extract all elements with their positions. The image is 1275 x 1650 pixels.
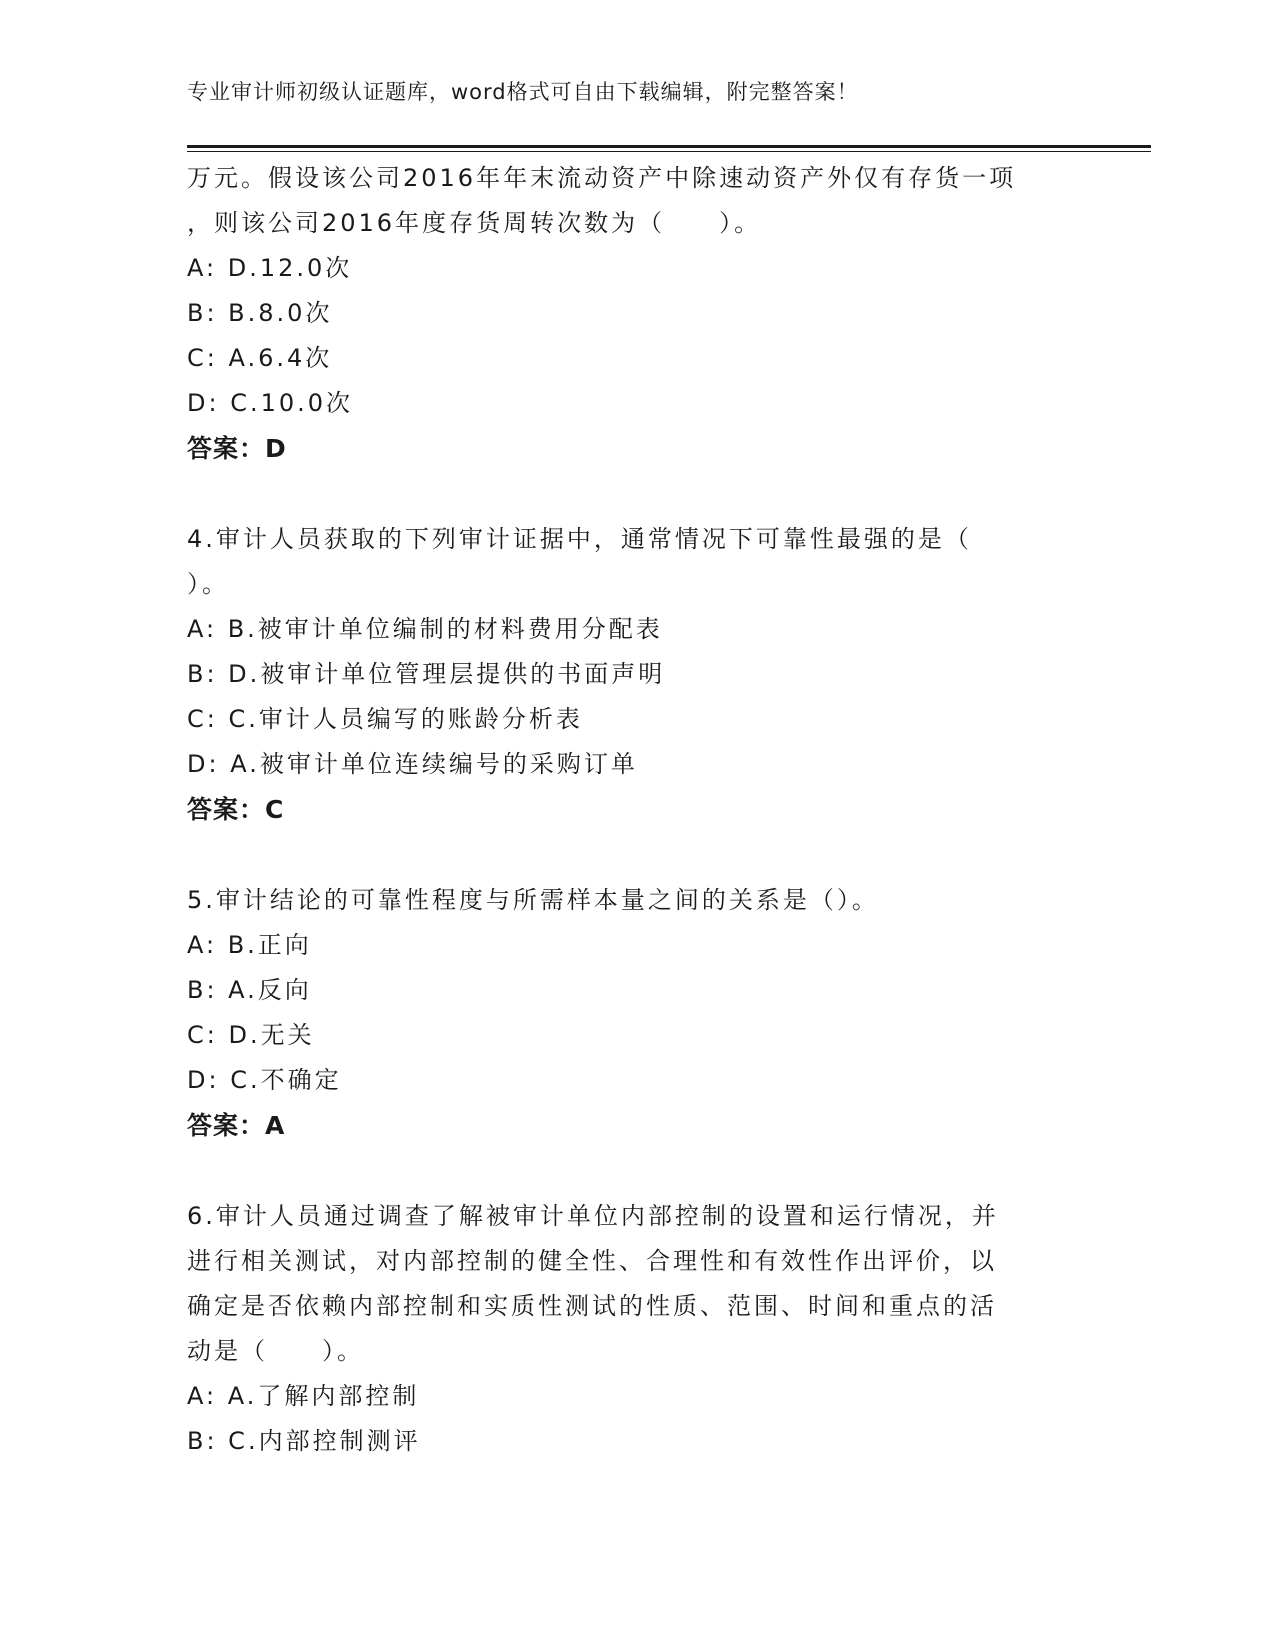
option-a: A: B.正向	[187, 931, 312, 959]
option-c: C: D.无关	[187, 1021, 315, 1049]
question-stem-line: ）。	[187, 570, 229, 598]
question-list	[187, 156, 1087, 1464]
question-3	[187, 156, 1087, 471]
question-stem-line: 5.审计结论的可靠性程度与所需样本量之间的关系是（）。	[187, 886, 879, 914]
question-6	[187, 1194, 1087, 1464]
question-stem-line: 4.审计人员获取的下列审计证据中，通常情况下可靠性最强的是（	[187, 525, 972, 553]
question-stem-line: 万元。假设该公司2016年年末流动资产中除速动资产外仅有存货一项	[187, 164, 1017, 192]
option-d: D: A.被审计单位连续编号的采购订单	[187, 750, 638, 778]
question-stem-line: 进行相关测试，对内部控制的健全性、合理性和有效性作出评价，以	[187, 1247, 997, 1275]
option-a: A: D.12.0次	[187, 254, 353, 282]
option-a: A: A.了解内部控制	[187, 1382, 420, 1410]
spacer	[187, 471, 1087, 517]
spacer	[187, 1148, 1087, 1194]
question-4	[187, 517, 1087, 832]
option-d: D: C.不确定	[187, 1066, 342, 1094]
answer-line: 答案：A	[187, 1111, 286, 1140]
spacer	[187, 832, 1087, 878]
question-stem-line: 动是（ ）。	[187, 1337, 364, 1365]
option-b: B: A.反向	[187, 976, 312, 1004]
option-b: B: C.内部控制测评	[187, 1427, 421, 1455]
option-d: D: C.10.0次	[187, 389, 354, 417]
option-b: B: B.8.0次	[187, 299, 333, 327]
option-c: C: A.6.4次	[187, 344, 333, 372]
header-rule-thin	[187, 151, 1151, 152]
question-stem-line: 6.审计人员通过调查了解被审计单位内部控制的设置和运行情况，并	[187, 1202, 999, 1230]
question-stem-line: 确定是否依赖内部控制和实质性测试的性质、范围、时间和重点的活	[187, 1292, 997, 1320]
question-stem-line: ，则该公司2016年度存货周转次数为（ ）。	[187, 209, 762, 237]
question-5	[187, 878, 1087, 1148]
answer-line: 答案：D	[187, 434, 287, 463]
option-a: A: B.被审计单位编制的材料费用分配表	[187, 615, 663, 643]
option-c: C: C.审计人员编写的账龄分析表	[187, 705, 583, 733]
option-b: B: D.被审计单位管理层提供的书面声明	[187, 660, 666, 688]
header-rule-thick	[187, 145, 1151, 148]
answer-line: 答案：C	[187, 795, 285, 824]
page-header: 专业审计师初级认证题库，word格式可自由下载编辑，附完整答案！	[187, 80, 859, 104]
